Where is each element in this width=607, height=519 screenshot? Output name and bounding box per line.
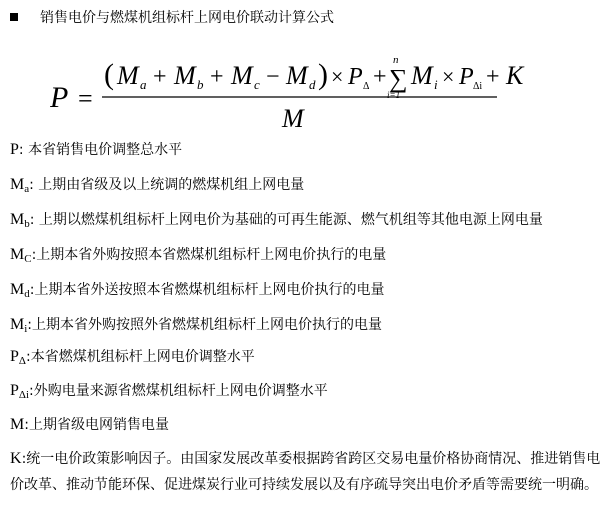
definition-md: $M_d$:上期本省外送按照本省燃煤机组标杆上网电价执行的电量 — [10, 281, 385, 300]
heading-text: 销售电价与燃煤机组标杆上网电价联动计算公式 — [40, 10, 334, 26]
formula-p1-sub: Δ — [363, 81, 370, 92]
formula-plus-2: + — [210, 64, 224, 90]
formula-minus: − — [266, 64, 280, 90]
definition-p-delta-i: $P_{\Delta i}$:外购电量来源省燃煤机组标杆上网电价调整水平 — [10, 382, 328, 401]
formula-sum-top: n — [393, 54, 399, 66]
formula-lhs: P — [50, 81, 69, 114]
definition-p-delta: $P_\Delta$:本省燃煤机组标杆上网电价调整水平 — [10, 348, 255, 367]
formula — [50, 50, 550, 134]
definition-mc: $M_C$:上期本省外购按照本省燃煤机组标杆上网电价执行的电量 — [10, 246, 387, 265]
formula-md-sub: d — [309, 77, 316, 92]
formula-plus-k: + — [486, 64, 500, 90]
formula-open-paren: ( — [104, 58, 114, 91]
formula-mb-sub: b — [197, 77, 204, 92]
square-bullet-icon — [10, 13, 18, 21]
formula-svg — [50, 50, 550, 134]
formula-denominator: M — [282, 104, 304, 133]
formula-close-paren: ) — [318, 58, 328, 91]
definition-mi: $M_i$:上期本省外购按照外省燃煤机组标杆上网电价执行的电量 — [10, 316, 383, 335]
formula-times-2: × — [442, 64, 455, 89]
formula-plus-sum: + — [373, 64, 387, 90]
formula-p2-sub: Δi — [473, 81, 483, 92]
formula-ma-sub: a — [140, 77, 147, 92]
formula-mc-sub: c — [254, 77, 260, 92]
formula-plus-1: + — [153, 64, 167, 90]
formula-equals: = — [78, 84, 93, 113]
definition-p: P: 本省销售电价调整总水平 — [10, 141, 183, 158]
formula-mi: M — [411, 61, 433, 90]
definition-k: K:统一电价政策影响因子。由国家发展改革委根据跨省跨区交易电量价格协商情况、推进销售电价改革、推动节能环保、促进煤炭行业可持续发展以及有序疏导突出电价矛盾等需要统一明确。 — [10, 450, 601, 493]
formula-sum-sign: ∑ — [389, 64, 408, 93]
definition-m: M:上期省级电网销售电量 — [10, 416, 169, 433]
formula-md: M — [286, 61, 308, 90]
definition-mb: $M_b$: 上期以燃煤机组标杆上网电价为基础的可再生能源、燃气机组等其他电源上网电量 — [10, 211, 543, 230]
formula-mb: M — [174, 61, 196, 90]
formula-times-1: × — [331, 64, 344, 89]
formula-p1: P — [348, 64, 363, 90]
formula-k: K — [506, 61, 524, 90]
section-heading — [10, 6, 334, 28]
formula-ma: M — [117, 61, 139, 90]
formula-p2: P — [459, 64, 474, 90]
definition-ma: $M_a$: 上期由省级及以上统调的燃煤机组上网电量 — [10, 176, 305, 195]
formula-mc: M — [231, 61, 253, 90]
formula-mi-sub: i — [434, 77, 438, 92]
formula-sum-bottom: i=1 — [387, 90, 401, 100]
